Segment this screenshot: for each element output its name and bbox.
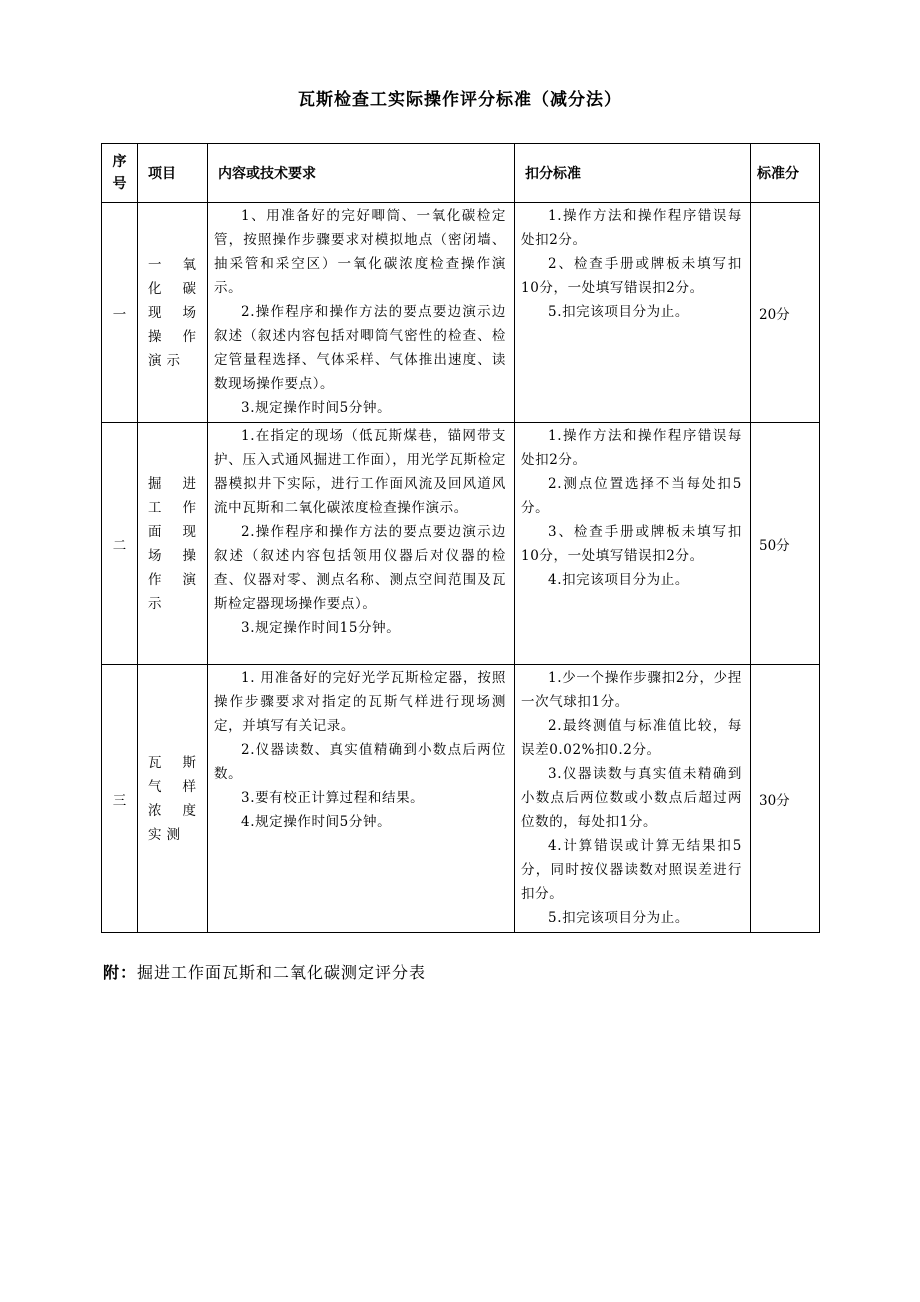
row-item: 瓦斯气样浓度实测 [138, 665, 208, 933]
content-paragraph: 2.操作程序和操作方法的要点要边演示边叙述（叙述内容包括对唧筒气密性的检查、检定管量程选择、气体采样、气体推出速度、读数现场操作要点）。 [214, 304, 506, 392]
page-title: 瓦斯检查工实际操作评分标准（减分法） [298, 90, 622, 110]
deduct-paragraph: 4.计算错误或计算无结果扣5分，同时按仪器读数对照误差进行扣分。 [521, 838, 742, 902]
row-content [208, 423, 515, 665]
content-paragraph: 4.规定操作时间5分钟。 [241, 814, 392, 830]
content-paragraph: 3.规定操作时间5分钟。 [241, 400, 392, 416]
table-row [102, 203, 820, 423]
row-deduct [515, 665, 751, 933]
table-header-row [102, 144, 820, 203]
deduct-paragraph: 5.扣完该项目分为止。 [548, 304, 689, 320]
deduct-paragraph: 1.操作方法和操作程序错误每处扣2分。 [521, 208, 742, 248]
appendix-text: 掘进工作面瓦斯和二氧化碳测定评分表 [137, 963, 427, 982]
table-row [102, 665, 820, 933]
header-deduct: 扣分标准 [515, 144, 751, 203]
content-paragraph: 3.规定操作时间15分钟。 [241, 620, 401, 636]
row-content [208, 665, 515, 933]
content-paragraph: 2.操作程序和操作方法的要点要边演示边叙述（叙述内容包括领用仪器后对仪器的检查、仪器对零、测点名称、测点空间范围及瓦斯检定器现场操作要点）。 [214, 524, 506, 612]
content-paragraph: 1、用准备好的完好唧筒、一氧化碳检定管，按照操作步骤要求对模拟地点（密闭墙、抽采管和采空区）一氧化碳浓度检查操作演示。 [214, 208, 506, 296]
deduct-paragraph: 3、检查手册或牌板未填写扣10分，一处填写错误扣2分。 [521, 524, 742, 564]
row-score: 50分 [751, 423, 820, 665]
row-seq: 三 [102, 665, 138, 933]
deduct-paragraph: 2、检查手册或牌板未填写扣10分，一处填写错误扣2分。 [521, 256, 742, 296]
content-paragraph: 1. 用准备好的完好光学瓦斯检定器，按照操作步骤要求对指定的瓦斯气样进行现场测定，并填写有关记录。 [214, 670, 506, 734]
row-seq: 二 [102, 423, 138, 665]
row-item: 一氧化碳现场操作演示 [138, 203, 208, 423]
row-seq: 一 [102, 203, 138, 423]
deduct-paragraph: 3.仪器读数与真实值未精确到小数点后两位数或小数点后超过两位数的，每处扣1分。 [521, 766, 742, 830]
table-row [102, 423, 820, 665]
deduct-paragraph: 4.扣完该项目分为止。 [548, 572, 689, 588]
row-deduct [515, 423, 751, 665]
header-content: 内容或技术要求 [208, 144, 515, 203]
row-score: 20分 [751, 203, 820, 423]
deduct-paragraph: 1.少一个操作步骤扣2分，少捏一次气球扣1分。 [521, 670, 742, 710]
header-item: 项目 [138, 144, 208, 203]
deduct-paragraph: 2.最终测值与标准值比较，每误差0.02%扣0.2分。 [521, 718, 742, 758]
row-score: 30分 [751, 665, 820, 933]
content-paragraph: 2.仪器读数、真实值精确到小数点后两位数。 [214, 742, 506, 782]
deduct-paragraph: 5.扣完该项目分为止。 [548, 910, 689, 926]
header-seq [102, 144, 138, 203]
deduct-paragraph: 2.测点位置选择不当每处扣5分。 [521, 476, 742, 516]
row-item: 掘进工作面现场操作演示 [138, 423, 208, 665]
header-seq-label: 序号 [112, 154, 127, 192]
header-score: 标准分 [751, 144, 820, 203]
deduct-paragraph: 1.操作方法和操作程序错误每处扣2分。 [521, 428, 742, 468]
content-paragraph: 1.在指定的现场（低瓦斯煤巷，锚网带支护、压入式通风掘进工作面），用光学瓦斯检定器模拟井下实际，进行工作面风流及回风道风流中瓦斯和二氧化碳浓度检查操作演示。 [214, 428, 506, 516]
appendix-label: 附： [103, 963, 138, 982]
row-content [208, 203, 515, 423]
content-paragraph: 3.要有校正计算过程和结果。 [241, 790, 425, 806]
row-deduct [515, 203, 751, 423]
scoring-table [101, 143, 820, 933]
appendix-note [103, 961, 426, 985]
